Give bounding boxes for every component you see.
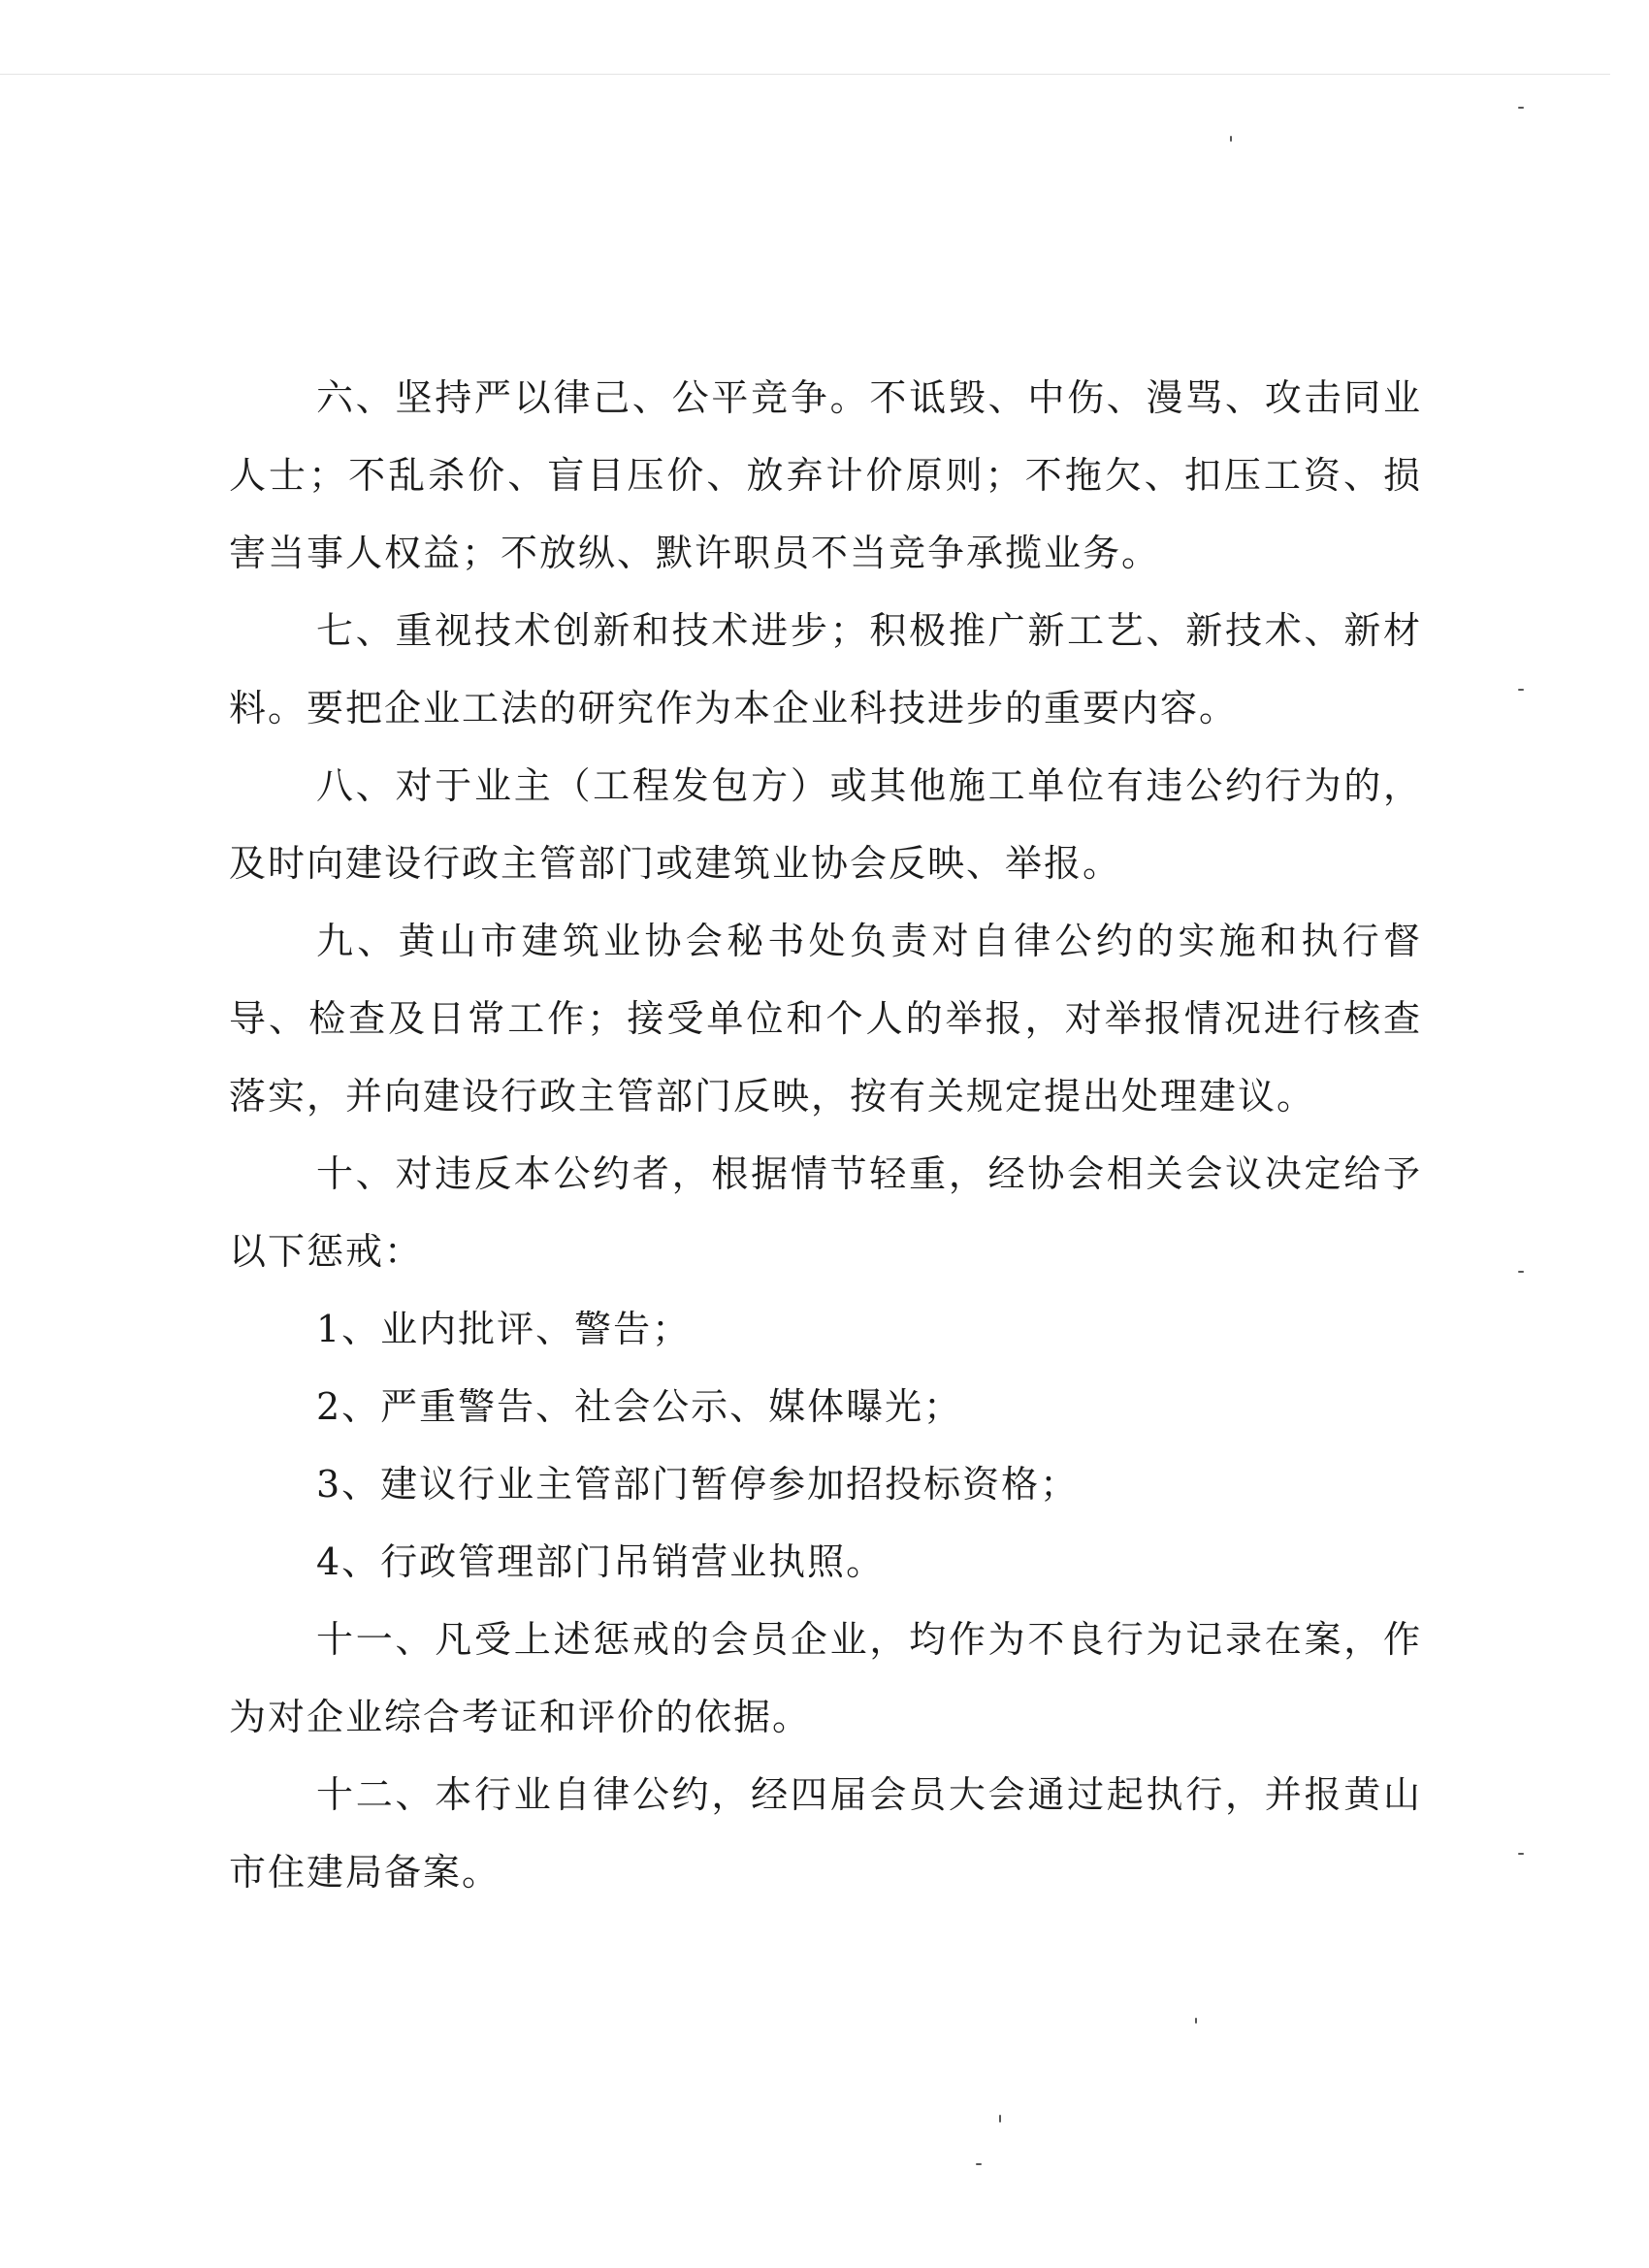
scan-speck bbox=[1195, 2018, 1197, 2024]
scan-speck bbox=[976, 2163, 982, 2165]
penalty-item-3: 3、建议行业主管部门暂停参加招投标资格； bbox=[316, 1463, 1080, 1506]
document-body bbox=[229, 359, 1422, 1911]
scan-speck bbox=[1230, 136, 1232, 142]
paragraph-11: 十一、凡受上述惩戒的会员企业，均作为不良行为记录在案，作为对企业综合考证和评价的依据。 bbox=[229, 1618, 1422, 1738]
scan-speck bbox=[1518, 1271, 1524, 1273]
paragraph-8: 八、对于业主（工程发包方）或其他施工单位有违公约行为的，及时向建设行政主管部门或建筑业协会反映、举报。 bbox=[229, 764, 1422, 885]
paragraph-10: 十、对违反本公约者，根据情节轻重，经协会相关会议决定给予以下惩戒： bbox=[229, 1152, 1422, 1273]
paragraph-7: 七、重视技术创新和技术进步；积极推广新工艺、新技术、新材料。要把企业工法的研究作为本企业科技进步的重要内容。 bbox=[229, 609, 1422, 729]
paragraph-6: 六、坚持严以律己、公平竞争。不诋毁、中伤、漫骂、攻击同业人士；不乱杀价、盲目压价、放弃计价原则；不拖欠、扣压工资、损害当事人权益；不放纵、默许职员不当竞争承揽业务。 bbox=[229, 376, 1422, 574]
scan-speck bbox=[1518, 107, 1524, 109]
scan-speck bbox=[1518, 689, 1524, 691]
penalty-item-2: 2、严重警告、社会公示、媒体曝光； bbox=[316, 1385, 963, 1428]
penalty-item-4: 4、行政管理部门吊销营业执照。 bbox=[316, 1540, 886, 1583]
scan-speck bbox=[1518, 1853, 1524, 1855]
penalty-item-1: 1、业内批评、警告； bbox=[316, 1308, 692, 1350]
top-divider bbox=[0, 74, 1610, 75]
paragraph-9: 九、黄山市建筑业协会秘书处负责对自律公约的实施和执行督导、检查及日常工作；接受单位和个人的举报，对举报情况进行核查落实，并向建设行政主管部门反映，按有关规定提出处理建议。 bbox=[229, 920, 1422, 1118]
paragraph-12: 十二、本行业自律公约，经四届会员大会通过起执行，并报黄山市住建局备案。 bbox=[229, 1773, 1422, 1894]
scan-speck bbox=[999, 2115, 1001, 2122]
